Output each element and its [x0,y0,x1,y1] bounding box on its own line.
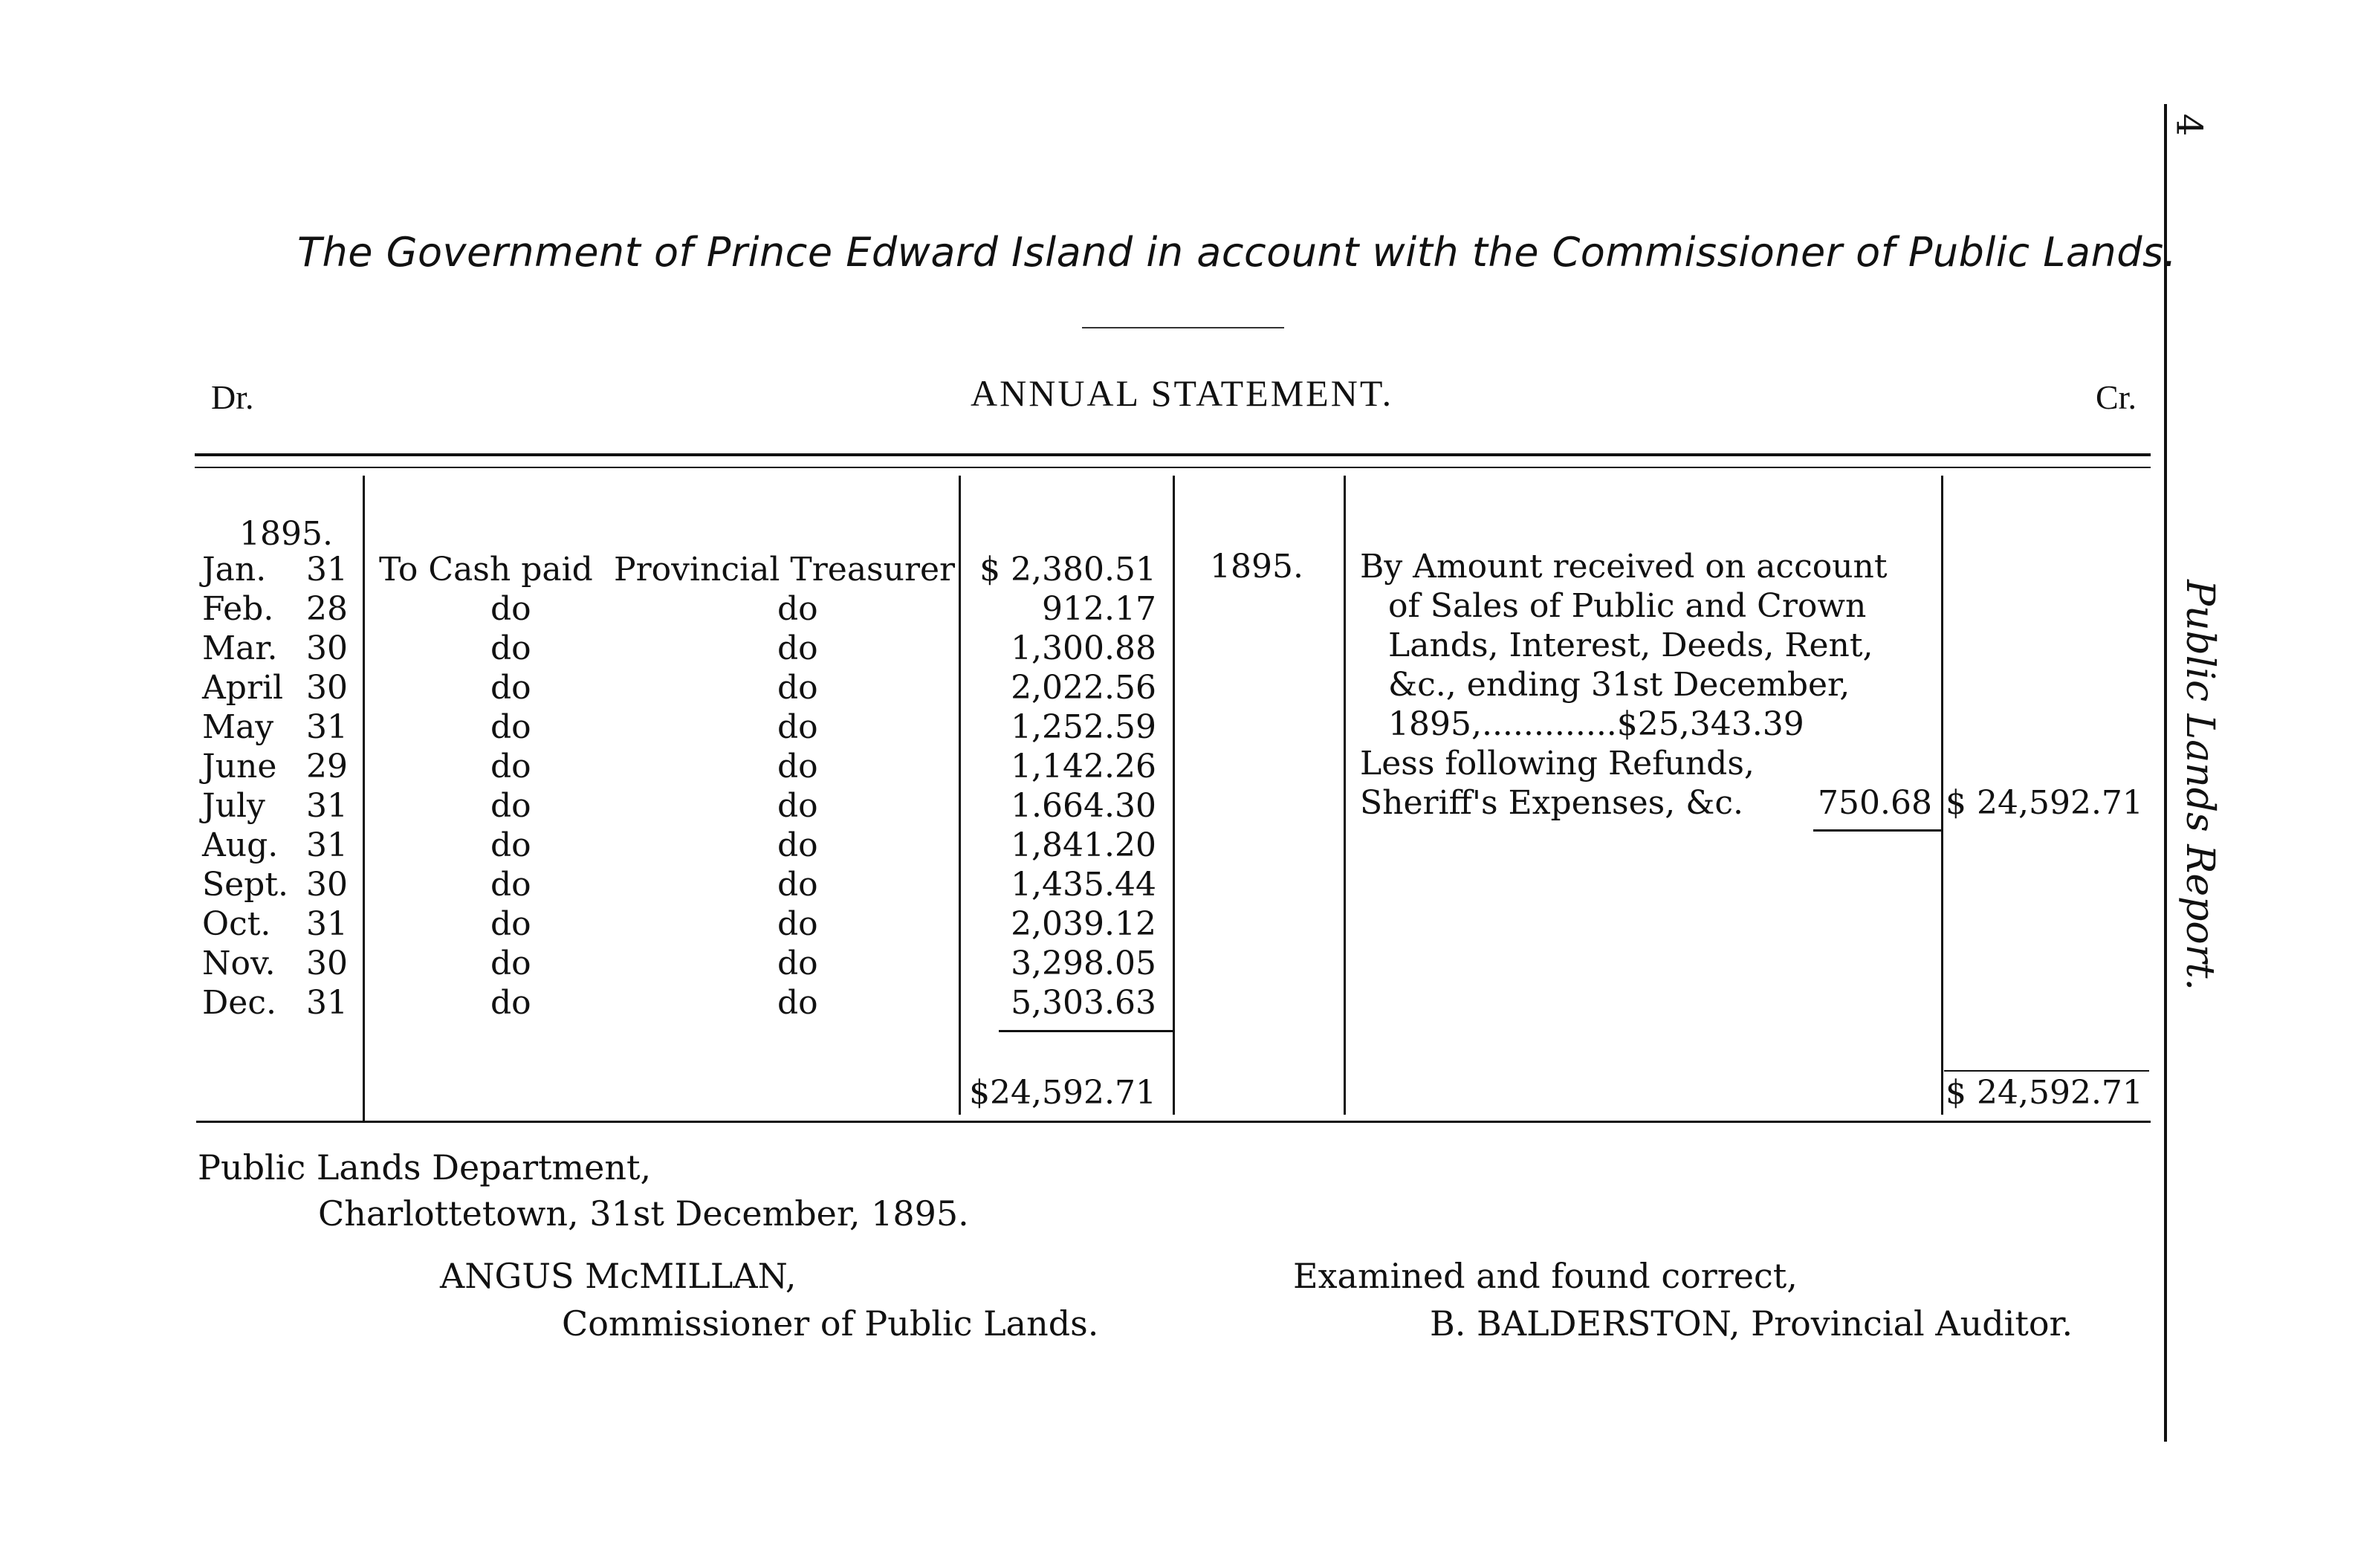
debit-payee: do [490,866,531,904]
column-divider [1173,476,1175,1115]
debit-month: July [202,787,265,825]
running-title: Public Lands Report. [2177,580,2222,991]
debit-amount: 1,841.20 [1011,826,1156,864]
debit-payee: do [490,905,531,943]
debit-payee: do [490,669,531,707]
debit-payee: do [490,708,531,746]
debit-payee-detail: do [777,787,818,825]
debit-amount: 1,252.59 [1011,708,1156,746]
debit-payee-detail: Provincial Treasurer [614,551,956,589]
debit-day: 31 [306,708,348,746]
document-heading: The Government of Prince Edward Island in account with the Commissioner of Public Lands. [297,229,2177,276]
credit-line: Sheriff's Expenses, &c. [1360,784,1743,822]
debit-payee: do [490,826,531,864]
debit-amount: 1,300.88 [1011,629,1156,667]
debit-sum-rule [999,1030,1174,1032]
debit-payee-detail: do [777,629,818,667]
debit-payee: do [490,984,531,1022]
credit-line: &c., ending 31st December, [1388,666,1850,704]
signer-title: Commissioner of Public Lands. [562,1303,1099,1344]
debit-amount: 5,303.63 [1011,984,1156,1022]
refund-amount: 750.68 [1818,784,1932,822]
statement-title: ANNUAL STATEMENT. [971,372,1394,414]
debit-day: 31 [306,787,348,825]
table-bottom-rule [196,1121,2151,1123]
credit-line: By Amount received on account [1360,548,1888,586]
debit-day: 30 [306,669,348,707]
debit-month: Jan. [202,551,267,589]
signer-name: ANGUS McMILLAN, [440,1256,797,1296]
debit-payee-detail: do [777,945,818,982]
debit-month: April [202,669,284,707]
debit-payee: do [490,787,531,825]
debit-day: 31 [306,905,348,943]
credit-label: Cr. [2096,378,2137,416]
debit-day: 28 [306,590,348,628]
examined-note: Examined and found correct, [1293,1256,1798,1296]
debit-month: Feb. [202,590,274,628]
department: Public Lands Department, [198,1147,652,1188]
debit-month: Sept. [202,866,289,904]
credit-line: Less following Refunds, [1360,745,1755,783]
debit-payee-detail: do [777,826,818,864]
place-date: Charlottetown, 31st December, 1895. [318,1193,969,1234]
heading-divider [1082,327,1284,328]
debit-payee: To Cash paid [379,551,593,589]
debit-day: 30 [306,629,348,667]
debit-payee-detail: do [777,984,818,1022]
debit-month: Oct. [202,905,271,943]
auditor-signature: B. BALDERSTON, Provincial Auditor. [1430,1303,2073,1344]
debit-payee-detail: do [777,905,818,943]
debit-month: Aug. [202,826,279,864]
debit-day: 31 [306,984,348,1022]
debit-month: Nov. [202,945,276,982]
debit-amount: 1,142.26 [1011,748,1156,785]
credit-line: of Sales of Public and Crown [1388,587,1867,625]
credit-line: Lands, Interest, Deeds, Rent, [1388,626,1873,664]
column-divider [1344,476,1346,1115]
debit-amount: 2,022.56 [1011,669,1156,707]
refund-rule [1813,829,1941,832]
debit-day: 30 [306,945,348,982]
debit-payee-detail: do [777,708,818,746]
debit-payee-detail: do [777,866,818,904]
debit-amount: $ 2,380.51 [979,551,1156,589]
debit-amount: 3,298.05 [1011,945,1156,982]
debit-label: Dr. [211,378,254,416]
debit-amount: 912.17 [1042,590,1156,628]
debit-day: 30 [306,866,348,904]
credit-net-amount: $ 24,592.71 [1946,784,2143,822]
debit-day: 31 [306,551,348,589]
debit-day: 29 [306,748,348,785]
debit-amount: 1.664.30 [1011,787,1156,825]
credit-year: 1895. [1210,548,1303,586]
credit-line: 1895,.............$25,343.39 [1388,705,1804,743]
debit-month: Mar. [202,629,278,667]
page-number: 4 [2168,113,2210,137]
debit-payee: do [490,629,531,667]
debit-month: May [202,708,274,746]
credit-sum-rule [1944,1070,2149,1072]
debit-amount: 2,039.12 [1011,905,1156,943]
credit-total: $ 24,592.71 [1946,1074,2143,1112]
debit-payee: do [490,945,531,982]
debit-payee-detail: do [777,669,818,707]
debit-amount: 1,435.44 [1011,866,1156,904]
debit-payee: do [490,748,531,785]
column-divider [363,476,365,1122]
debit-month: Dec. [202,984,276,1022]
debit-total: $24,592.71 [969,1074,1156,1112]
column-divider [1941,476,1943,1115]
debit-year: 1895. [239,515,333,553]
debit-payee-detail: do [777,590,818,628]
table-top-rule [195,453,2151,456]
debit-payee-detail: do [777,748,818,785]
debit-month: June [202,748,277,785]
page-edge-rule [2164,104,2167,1442]
debit-day: 31 [306,826,348,864]
debit-payee: do [490,590,531,628]
table-top-rule-2 [195,467,2151,468]
